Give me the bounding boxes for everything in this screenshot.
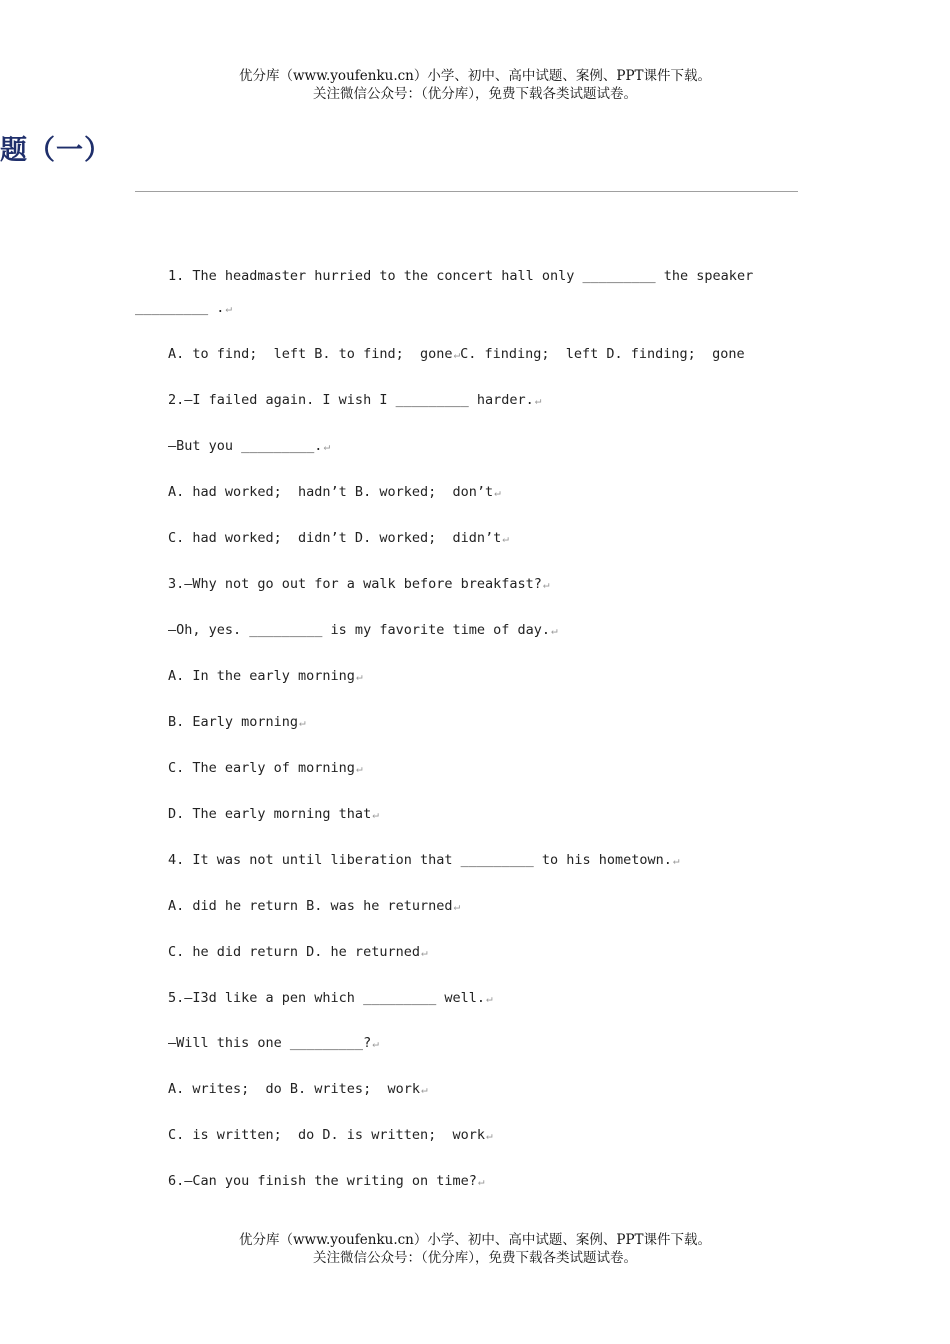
paragraph-mark-icon: ↵ xyxy=(299,716,306,729)
question-2-options-cd: C. had worked; didn’t D. worked; didn’t↵ xyxy=(168,530,509,546)
question-3-stem: 3.—Why not go out for a walk before breakfast?↵ xyxy=(168,576,550,592)
paragraph-mark-icon: ↵ xyxy=(534,394,542,407)
question-3-option-c: C. The early of morning↵ xyxy=(168,760,363,776)
question-2-reply: —But you _________.↵ xyxy=(168,438,331,454)
question-2-stem: 2.—I failed again. I wish I _________ harder.↵ xyxy=(168,392,542,408)
question-5-options-cd: C. is written; do D. is written; work↵ xyxy=(168,1127,493,1143)
question-5-stem: 5.—I3d like a pen which _________ well.↵ xyxy=(168,990,493,1006)
footer-line-1: 优分库（www.youfenku.cn）小学、初中、高中试题、案例、PPT课件下载。 xyxy=(238,1232,712,1248)
question-3-reply: —Oh, yes. _________ is my favorite time of day.↵ xyxy=(168,622,558,638)
paragraph-mark-icon: ↵ xyxy=(420,946,428,959)
paragraph-mark-icon: ↵ xyxy=(355,670,363,683)
question-4-stem: 4. It was not until liberation that _________ to his hometown.↵ xyxy=(168,852,680,868)
question-3-option-b: B. Early morning↵ xyxy=(168,714,306,730)
question-2-options-ab: A. had worked; hadn’t B. worked; don’t↵ xyxy=(168,484,501,500)
question-6-stem: 6.—Can you finish the writing on time?↵ xyxy=(168,1173,485,1189)
page-title: 题（一） xyxy=(0,135,112,166)
title-divider xyxy=(135,191,798,192)
page-header xyxy=(0,67,950,103)
footer-line-2: 关注微信公众号：（优分库），免费下载各类试题试卷。 xyxy=(313,1250,637,1266)
question-1-stem: 1. The headmaster hurried to the concert hall only _________ the speaker xyxy=(168,268,754,284)
paragraph-mark-icon: ↵ xyxy=(485,1129,493,1142)
paragraph-mark-icon: ↵ xyxy=(494,486,501,499)
paragraph-mark-icon: ↵ xyxy=(453,348,461,361)
question-4-options-cd: C. he did return D. he returned↵ xyxy=(168,944,428,960)
page-footer xyxy=(0,1231,950,1267)
paragraph-mark-icon: ↵ xyxy=(672,854,680,867)
paragraph-mark-icon: ↵ xyxy=(502,532,509,545)
question-5-options-ab: A. writes; do B. writes; work↵ xyxy=(168,1081,428,1097)
paragraph-mark-icon: ↵ xyxy=(485,992,493,1005)
question-5-reply: —Will this one _________?↵ xyxy=(168,1035,379,1051)
paragraph-mark-icon: ↵ xyxy=(420,1083,428,1096)
question-4-options-ab: A. did he return B. was he returned↵ xyxy=(168,898,461,914)
question-3-option-d: D. The early morning that↵ xyxy=(168,806,379,822)
header-line-1: 优分库（www.youfenku.cn）小学、初中、高中试题、案例、PPT课件下载。 xyxy=(238,68,712,84)
paragraph-mark-icon: ↵ xyxy=(477,1175,485,1188)
question-1-options: A. to find; left B. to find; gone↵C. finding; left D. finding; gone xyxy=(168,346,745,362)
paragraph-mark-icon: ↵ xyxy=(453,900,461,913)
paragraph-mark-icon: ↵ xyxy=(372,808,379,821)
paragraph-mark-icon: ↵ xyxy=(372,1037,379,1050)
paragraph-mark-icon: ↵ xyxy=(542,578,550,591)
header-line-2: 关注微信公众号：（优分库），免费下载各类试题试卷。 xyxy=(313,86,637,102)
question-1-stem-continued: _________ .↵ xyxy=(135,300,233,316)
paragraph-mark-icon: ↵ xyxy=(551,624,558,637)
paragraph-mark-icon: ↵ xyxy=(323,440,331,453)
paragraph-mark-icon: ↵ xyxy=(225,302,233,315)
question-3-option-a: A. In the early morning↵ xyxy=(168,668,363,684)
paragraph-mark-icon: ↵ xyxy=(355,762,363,775)
